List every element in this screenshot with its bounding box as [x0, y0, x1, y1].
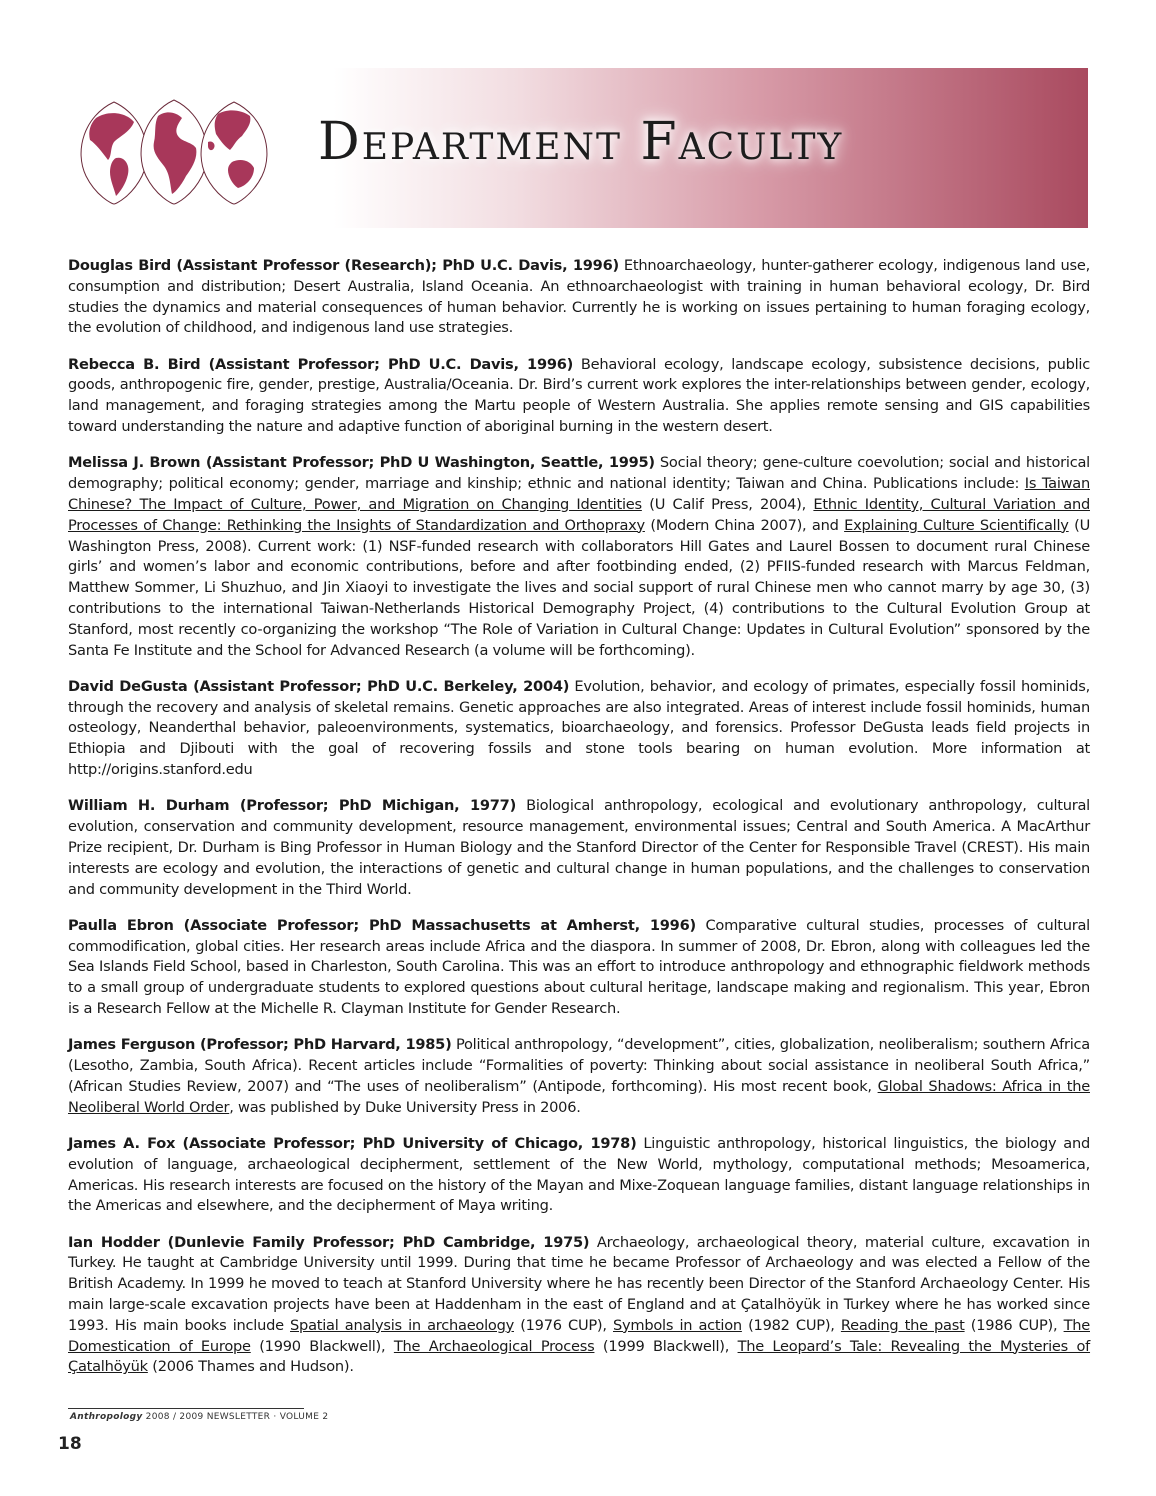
publication-title: The Archaeological Process — [393, 1337, 595, 1355]
faculty-entry-paulla-ebron — [68, 916, 1090, 1020]
faculty-name: Rebecca B. Bird (Assistant Professor; PhD U.C. Davis, 1996) — [68, 355, 574, 373]
faculty-description: Biological anthropology, ecological and evolutionary anthropology, cultural evolution, conservation and community development, resource management, environmental issues; Central and South America. A MacArthur Prize recipient, Dr. Durham is Bing Professor in Human Biology and the Stanford Director of the Center for Responsible Travel (CREST). His main interests are ecology and evolution, the interactions of genetic and cultural change in human populations, and the challenges to conservation and community development in the Third World. — [68, 797, 1090, 898]
faculty-description: Behavioral ecology, landscape ecology, subsistence decisions, public goods, anthropogenic fire, gender, prestige, Australia/Oceania. Dr. Bird’s current work explores the inter-relationships between gender, ecology, land management, and foraging strategies among the Martu people of Western Australia. She applies remote sensing and GIS capabilities toward understanding the nature and adaptive function of aboriginal burning in the western desert. — [68, 355, 1090, 436]
faculty-description: (1976 CUP), — [513, 1316, 613, 1334]
publication-title: Symbols in action — [613, 1316, 742, 1334]
faculty-name: David DeGusta (Assistant Professor; PhD U.C. Berkeley, 2004) — [68, 677, 570, 695]
faculty-name: James A. Fox (Associate Professor; PhD University of Chicago, 1978) — [68, 1134, 637, 1152]
faculty-description: (U Calif Press, 2004), — [641, 495, 814, 513]
publication-title: Global Shadows: Africa in the Neoliberal World Order — [68, 1077, 1090, 1116]
publication-title: The Leopard’s Tale: Revealing the Mysteries of Çatalhöyük — [68, 1337, 1091, 1376]
faculty-entry-william-durham — [68, 796, 1090, 900]
globe-leaves-icon — [74, 96, 274, 208]
faculty-entry-james-ferguson — [68, 1035, 1090, 1118]
faculty-name: Paulla Ebron (Associate Professor; PhD Massachusetts at Amherst, 1996) — [68, 916, 696, 934]
faculty-description: Evolution, behavior, and ecology of primates, especially fossil hominids, through the recovery and analysis of skeletal remains. Genetic approaches are also integrated. Areas of interest include fossil hominids, human osteology, Neanderthal behavior, paleoenvironments, systematics, bioarchaeology, and forensics. Professor DeGusta leads field projects in Ethiopia and Djibouti with the goal of recovering fossils and stone tools bearing on human evolution. More information at http://origins.stanford.edu — [68, 677, 1090, 779]
publication-edition: 2008 / 2009 NEWSLETTER · VOLUME 2 — [142, 1412, 329, 1422]
faculty-name: William H. Durham (Professor; PhD Michigan, 1977) — [68, 797, 516, 815]
page-number: 18 — [58, 1434, 82, 1454]
faculty-name: Douglas Bird (Assistant Professor (Research); PhD U.C. Davis, 1996) — [68, 257, 619, 274]
faculty-description: (1999 Blackwell), — [594, 1337, 738, 1355]
faculty-name: Melissa J. Brown (Assistant Professor; PhD U Washington, Seattle, 1995) — [68, 454, 655, 472]
publication-title: Reading the past — [840, 1316, 965, 1334]
faculty-entry-melissa-brown — [68, 453, 1090, 661]
faculty-entry-james-fox — [68, 1134, 1090, 1217]
faculty-name: James Ferguson (Professor; PhD Harvard, 1985) — [68, 1036, 452, 1054]
faculty-description: Comparative cultural studies, processes of cultural commodification, global cities. Her research areas include Africa and the diaspora. In summer of 2008, Dr. Ebron, along with colleagues led the Sea Islands Field School, based in Charleston, South Carolina. This was an effort to introduce anthropology and ethnographic fieldwork methods to a small group of undergraduate students to explored questions about cultural heritage, landscape making and regionalism. This year, Ebron is a Research Fellow at the Michelle R. Clayman Institute for Gender Research. — [68, 916, 1090, 1017]
faculty-entry-ian-hodder — [68, 1233, 1090, 1379]
faculty-entry-david-degusta — [68, 677, 1090, 781]
publication-name: Anthropology — [70, 1412, 143, 1422]
faculty-description: (2006 Thames and Hudson). — [147, 1358, 354, 1376]
publication-title: Spatial analysis in archaeology — [290, 1316, 514, 1334]
faculty-description: (U Washington Press, 2008). Current work: (1) NSF-funded research with collaborators Hill Gates and Laurel Bossen to document rural Chinese girls’ and women’s labor and economic contributions, before and after footbinding ended, (2) PFIIS-funded research with Marcus Feldman, Matthew Sommer, Li Shuzhuo, and Jin Xiaoyi to investigate the lives and social support of rural Chinese men who cannot marry by age 30, (3) contributions to the international Taiwan-Netherlands Historical Demography Project, (4) contributions to the Cultural Evolution Group at Stanford, most recently co-organizing the workshop “The Role of Variation in Cultural Change: Updates in Cultural Evolution” sponsored by the Santa Fe Institute and the School for Advanced Research (a volume will be forthcoming). — [68, 516, 1091, 659]
page-title: Department Faculty — [318, 112, 844, 172]
faculty-description: , was published by Duke University Press in 2006. — [229, 1098, 581, 1116]
faculty-entry-rebecca-bird — [68, 355, 1090, 438]
publication-title: The Domestication of Europe — [68, 1316, 1090, 1355]
faculty-name: Ian Hodder (Dunlevie Family Professor; PhD Cambridge, 1975) — [68, 1233, 590, 1251]
faculty-description: (1982 CUP), — [741, 1316, 841, 1334]
faculty-description: Linguistic anthropology, historical linguistics, the biology and evolution of language, archaeological decipherment, settlement of the New World, mythology, computational methods; Mesoamerica, Americas. His research interests are focused on the history of the Mayan and Mixe-Zoquean language families, distant language relationships in the Americas and elsewhere, and the decipherment of Maya writing. — [68, 1134, 1090, 1215]
publication-title: Explaining Culture Scientifically — [844, 516, 1069, 534]
faculty-description: (1990 Blackwell), — [250, 1337, 394, 1355]
faculty-list — [68, 256, 1090, 1394]
publication-title: Is Taiwan Chinese? The Impact of Culture, Power, and Migration on Changing Identities — [68, 475, 1090, 513]
faculty-description: (1986 CUP), — [964, 1316, 1064, 1334]
faculty-description: (Modern China 2007), and — [644, 516, 845, 534]
footer-publication — [70, 1412, 328, 1422]
faculty-description: Archaeology, archaeological theory, material culture, excavation in Turkey. He taught at Cambridge University until 1999. During that time he became Professor of Archaeology and was elected a Fellow of the British Academy. In 1999 he moved to teach at Stanford University where he has recently been Director of the Stanford Archaeology Center. His main large-scale excavation projects have been at Haddenham in the east of England and at Çatalhöyük in Turkey where he has worked since 1993. His main books include — [68, 1233, 1090, 1334]
faculty-description: Social theory; gene-culture coevolution; social and historical demography; political economy; gender, marriage and kinship; ethnic and national identity; Taiwan and China. Publications include: — [68, 454, 1090, 493]
faculty-description: Political anthropology, “development”, cities, globalization, neoliberalism; southern Africa (Lesotho, Zambia, South Africa). Recent articles include “Formalities of poverty: Thinking about social assistance in neoliberal South Africa,” (African Studies Review, 2007) and “The uses of neoliberalism” (Antipode, forthcoming). His most recent book, — [68, 1036, 1090, 1095]
faculty-description: Ethnoarchaeology, hunter-gatherer ecology, indigenous land use, consumption and distribution; Desert Australia, Island Oceania. An ethnoarchaeologist with training in human behavioral ecology, Dr. Bird studies the dynamics and material consequences of human behavior. Currently he is working on issues pertaining to human foraging ecology, the evolution of childhood, and indigenous land use strategies. — [68, 257, 1090, 337]
footer-divider — [68, 1408, 304, 1409]
faculty-entry-douglas-bird — [68, 256, 1090, 339]
publication-title: Ethnic Identity, Cultural Variation and Processes of Change: Rethinking the Insights of Standardization and Orthopraxy — [68, 495, 1090, 534]
